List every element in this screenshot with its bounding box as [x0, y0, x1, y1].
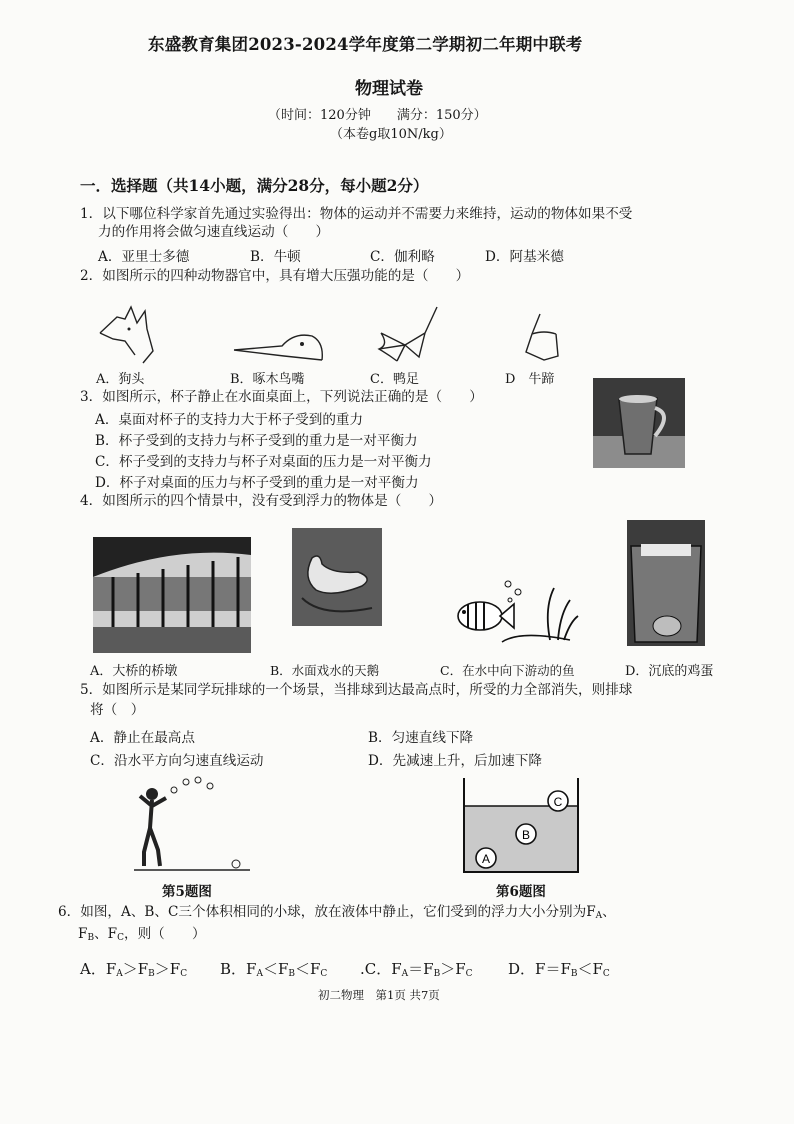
constant-note: （本卷g取10N/kg）: [330, 127, 452, 142]
q2-caption-d: D 牛蹄: [505, 372, 555, 387]
q1-option-c: C．伽利略: [370, 249, 435, 265]
ball-c-label: C: [553, 795, 563, 809]
volleyball-player-figure: [130, 770, 255, 874]
beaker-three-balls-figure: [462, 776, 582, 876]
ball-a-label: A: [481, 852, 491, 866]
q5-stem-line2: 将（ ）: [90, 702, 145, 718]
egg-in-beaker-photo: [627, 520, 705, 646]
q5-option-c: C．沿水平方向匀速直线运动: [90, 753, 264, 769]
q1-stem-line1: 1．以下哪位科学家首先通过实验得出：物体的运动并不需要力来维持，运动的物体如果不受: [80, 206, 633, 222]
fish-figure: [450, 578, 580, 644]
q4-caption-c: C．在水中向下游动的鱼: [440, 663, 575, 678]
q3-option-a: A．桌面对杯子的支持力大于杯子受到的重力: [95, 412, 364, 428]
swan-photo: [292, 528, 382, 626]
q3-stem: 3．如图所示，杯子静止在水面桌面上，下列说法正确的是（ ）: [80, 389, 483, 405]
q2-caption-b: B．啄木鸟嘴: [230, 372, 305, 387]
woodpecker-beak-figure: [232, 328, 327, 368]
fig6-caption: 第6题图: [496, 884, 546, 900]
time-score-info: （时间：120分钟 满分：150分）: [268, 108, 487, 123]
q4-caption-a: A．大桥的桥墩: [90, 664, 178, 679]
exam-title: 东盛教育集团2023-2024学年度第二学期初二年期中联考: [148, 35, 583, 54]
q4-caption-d: D．沉底的鸡蛋: [625, 664, 714, 679]
q4-stem: 4．如图所示的四个情景中，没有受到浮力的物体是（ ）: [80, 493, 443, 509]
q5-option-a: A．静止在最高点: [90, 730, 195, 746]
cup-on-table-photo: [593, 378, 685, 468]
q1-option-a: A．亚里士多德: [98, 249, 190, 265]
q3-option-b: B．杯子受到的支持力与杯子受到的重力是一对平衡力: [95, 433, 418, 449]
page-footer: 初二物理 第1页 共7页: [318, 988, 440, 1002]
q1-stem-line2: 力的作用将会做匀速直线运动（ ）: [98, 224, 330, 240]
q5-stem-line1: 5．如图所示是某同学玩排球的一个场景，当排球到达最高点时，所受的力全部消失，则排球: [80, 682, 633, 698]
q6-option-a: A．$F_A>F_B>F_C$: [80, 960, 188, 979]
q6-option-c: .C．$F_A=F_B>F_C$: [360, 960, 473, 979]
q4-caption-b: B．水面戏水的天鹅: [270, 663, 380, 678]
q5-option-d: D．先减速上升，后加速下降: [368, 753, 543, 769]
q1-option-b: B．牛顿: [250, 249, 301, 265]
ox-hoof-figure: [518, 312, 563, 364]
q2-stem: 2．如图所示的四种动物器官中，具有增大压强功能的是（ ）: [80, 268, 470, 284]
q2-caption-a: A．狗头: [96, 372, 145, 387]
q3-option-d: D．杯子对桌面的压力与杯子受到的重力是一对平衡力: [95, 475, 419, 491]
q6-option-b: B．$F_A<F_B<F_C$: [220, 960, 328, 979]
q6-stem-line2: $F_B$、$F_C$，则（ ）: [78, 926, 206, 943]
q3-option-c: C．杯子受到的支持力与杯子对桌面的压力是一对平衡力: [95, 454, 432, 470]
q6-stem-line1: 6．如图，A、B、C三个体积相同的小球，放在液体中静止，它们受到的浮力大小分别为$F_A$、: [58, 904, 616, 921]
q1-option-d: D．阿基米德: [485, 249, 564, 265]
bridge-pier-photo: [93, 537, 251, 653]
q6-option-d: D．$F=F_B<F_C$: [508, 960, 610, 979]
ball-b-label: B: [521, 828, 531, 842]
subject-title: 物理试卷: [355, 79, 423, 99]
q5-option-b: B．匀速直线下降: [368, 730, 474, 746]
dog-head-figure: [95, 305, 165, 365]
q2-caption-c: C．鸭足: [370, 372, 419, 387]
section-heading: 一．选择题（共14小题，满分28分，每小题2分）: [80, 176, 429, 195]
fig5-caption: 第5题图: [162, 884, 212, 900]
duck-foot-figure: [375, 305, 445, 365]
